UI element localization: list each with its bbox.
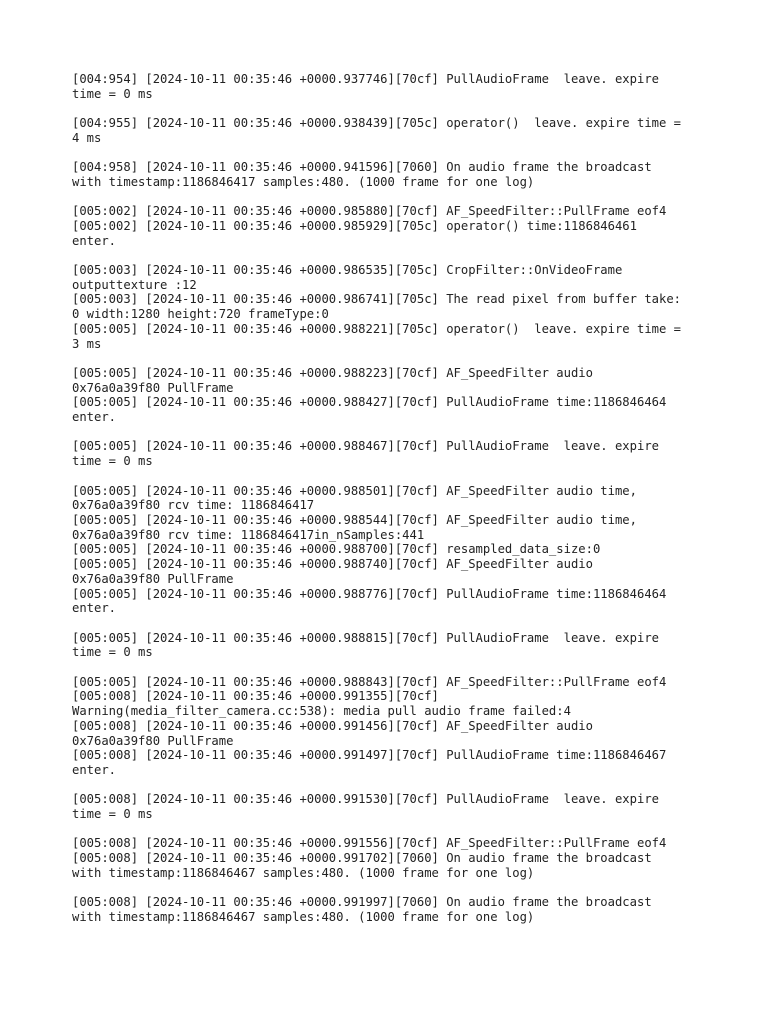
log-line: [005:005] [2024-10-11 00:35:46 +0000.988501][70cf] AF_SpeedFilter audio time,	[72, 483, 637, 498]
log-line: time = 0 ms	[72, 807, 153, 821]
log-line: 0 width:1280 height:720 frameType:0	[72, 307, 329, 322]
log-line: [005:005] [2024-10-11 00:35:46 +0000.988843][70cf] AF_SpeedFilter::PullFrame eof4	[72, 674, 667, 689]
log-line: 0x76a0a39f80 PullFrame	[72, 380, 234, 395]
log-line: enter.	[72, 410, 117, 425]
log-line: [005:008] [2024-10-11 00:35:46 +0000.991497][70cf] PullAudioFrame time:1186846467	[72, 748, 667, 763]
log-line: with timestamp:1186846467 samples:480. (1000 frame for one log)	[72, 909, 535, 924]
log-line: [005:003] [2024-10-11 00:35:46 +0000.986535][705c] CropFilter::OnVideoFrame	[72, 263, 623, 278]
log-line: [005:005] [2024-10-11 00:35:46 +0000.988467][70cf] PullAudioFrame leave. expire	[72, 439, 659, 454]
log-line: [005:005] [2024-10-11 00:35:46 +0000.988427][70cf] PullAudioFrame time:1186846464	[72, 395, 667, 410]
log-document	[72, 72, 712, 939]
log-entry	[72, 439, 712, 468]
log-entry	[72, 116, 712, 145]
log-entry	[72, 72, 712, 101]
log-entry	[72, 484, 712, 616]
log-line: [005:002] [2024-10-11 00:35:46 +0000.985929][705c] operator() time:1186846461	[72, 218, 637, 233]
log-entry	[72, 675, 712, 778]
log-entry	[72, 836, 712, 880]
log-line: 0x76a0a39f80 PullFrame	[72, 733, 234, 748]
log-line: 0x76a0a39f80 PullFrame	[72, 571, 234, 586]
log-line: [005:003] [2024-10-11 00:35:46 +0000.986741][705c] The read pixel from buffer take:	[72, 292, 682, 307]
log-line: [005:005] [2024-10-11 00:35:46 +0000.988815][70cf] PullAudioFrame leave. expire	[72, 630, 659, 645]
log-line: [005:008] [2024-10-11 00:35:46 +0000.991702][7060] On audio frame the broadcast	[72, 851, 652, 866]
log-line: enter.	[72, 762, 117, 777]
log-line: 4 ms	[72, 130, 102, 145]
log-entry	[72, 263, 712, 351]
log-line: [005:005] [2024-10-11 00:35:46 +0000.988221][705c] operator() leave. expire time =	[72, 321, 682, 336]
log-line: Warning(media_filter_camera.cc:538): media pull audio frame failed:4	[72, 704, 571, 719]
log-line: [004:958] [2024-10-11 00:35:46 +0000.941596][7060] On audio frame the broadcast	[72, 160, 652, 175]
log-line: 0x76a0a39f80 rcv time: 1186846417	[72, 498, 315, 513]
log-line: with timestamp:1186846417 samples:480. (1000 frame for one log)	[72, 174, 535, 189]
log-line: [005:008] [2024-10-11 00:35:46 +0000.991556][70cf] AF_SpeedFilter::PullFrame eof4	[72, 836, 667, 851]
log-line: enter.	[72, 601, 117, 616]
log-line: time = 0 ms	[72, 645, 153, 660]
log-entry	[72, 895, 712, 924]
log-line: time = 0 ms	[72, 454, 153, 469]
log-line: [005:005] [2024-10-11 00:35:46 +0000.988740][70cf] AF_SpeedFilter audio	[72, 557, 593, 572]
log-line: [005:005] [2024-10-11 00:35:46 +0000.988544][70cf] AF_SpeedFilter audio time,	[72, 512, 637, 527]
log-line: [005:008] [2024-10-11 00:35:46 +0000.991997][7060] On audio frame the broadcast	[72, 895, 652, 910]
log-line: time = 0 ms	[72, 86, 153, 101]
log-line: outputtexture :12	[72, 277, 197, 292]
log-entry	[72, 160, 712, 189]
log-line: [004:954] [2024-10-11 00:35:46 +0000.937746][70cf] PullAudioFrame leave. expire	[72, 72, 659, 86]
log-entry	[72, 366, 712, 425]
log-line: [005:005] [2024-10-11 00:35:46 +0000.988700][70cf] resampled_data_size:0	[72, 542, 601, 557]
log-line: [004:955] [2024-10-11 00:35:46 +0000.938439][705c] operator() leave. expire time =	[72, 116, 682, 131]
log-line: [005:005] [2024-10-11 00:35:46 +0000.988776][70cf] PullAudioFrame time:1186846464	[72, 586, 667, 601]
log-line: [005:008] [2024-10-11 00:35:46 +0000.991456][70cf] AF_SpeedFilter audio	[72, 718, 593, 733]
log-line: with timestamp:1186846467 samples:480. (1000 frame for one log)	[72, 865, 535, 880]
log-line: [005:008] [2024-10-11 00:35:46 +0000.991355][70cf]	[72, 689, 439, 704]
log-line: [005:002] [2024-10-11 00:35:46 +0000.985880][70cf] AF_SpeedFilter::PullFrame eof4	[72, 204, 667, 219]
log-line: 3 ms	[72, 336, 102, 351]
log-line: enter.	[72, 233, 117, 248]
log-entry	[72, 792, 712, 821]
log-line: [005:008] [2024-10-11 00:35:46 +0000.991530][70cf] PullAudioFrame leave. expire	[72, 792, 659, 807]
log-line: 0x76a0a39f80 rcv time: 1186846417in_nSamples:441	[72, 527, 425, 542]
log-entry	[72, 631, 712, 660]
log-line: [005:005] [2024-10-11 00:35:46 +0000.988223][70cf] AF_SpeedFilter audio	[72, 365, 593, 380]
log-entry	[72, 204, 712, 248]
